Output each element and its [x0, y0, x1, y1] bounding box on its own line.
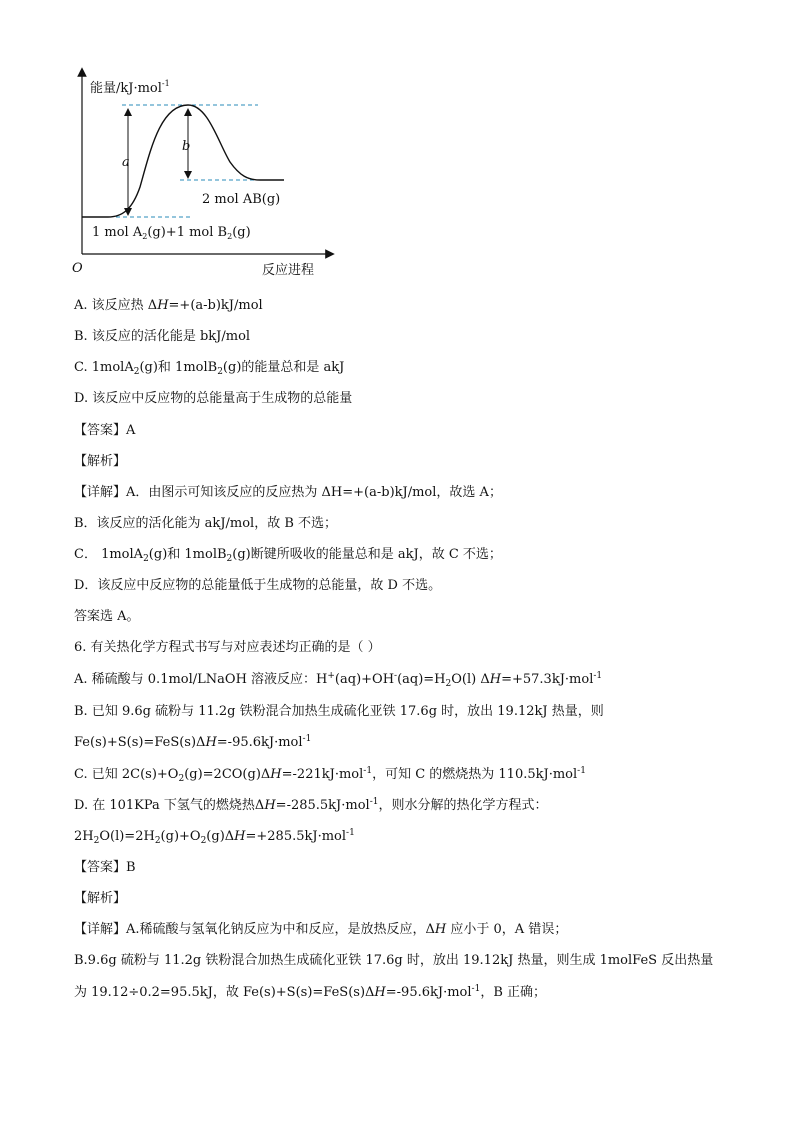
q6-detail-a: 【详解】A.稀硫酸与氢氧化钠反应为中和反应，是放热反应，ΔH 应小于 0，A 错误；	[74, 922, 568, 937]
q5-option-d: D. 该反应中反应物的总能量高于生成物的总能量	[74, 391, 353, 406]
q5-detail-d: D．该反应中反应物的总能量低于生成物的总能量，故 D 不选。	[74, 578, 442, 593]
q5-detail-a: 【详解】A．由图示可知该反应的反应热为 ΔH=+(a-b)kJ/mol，故选 A；	[74, 485, 502, 500]
origin-label: O	[72, 261, 83, 276]
label-b: b	[182, 139, 191, 154]
q5-answer: 【答案】A	[74, 423, 136, 438]
q6-option-c: C. 已知 $2C(s)+O_2(g)=2CO(g)\Delta H=-221kJ\cdot mol^{-1}$，可知 C 的燃烧热为 110.5kJ·mol$^{-1}$	[74, 766, 586, 784]
y-axis-label: 能量/kJ·mol$^{-1}$	[90, 79, 170, 96]
q5-analysis-heading: 【解析】	[74, 454, 127, 469]
q5-option-b: B. 该反应的活化能是 bkJ/mol	[74, 329, 251, 344]
label-a: a	[122, 155, 130, 170]
q6-analysis-heading: 【解析】	[74, 891, 127, 906]
x-axis-label: 反应进程	[262, 263, 315, 278]
q6-detail-b-line1: B.9.6g 硫粉与 11.2g 铁粉混合加热生成硫化亚铁 17.6g 时，放出 19.12kJ 热量，则生成 1molFeS 反出热量	[74, 953, 714, 968]
reactant-label: 1 mol $A_2(g)+1$ mol $B_2(g)$	[92, 225, 251, 241]
q6-option-b-line2: Fe(s)+S(s)=FeS(s)ΔH=-95.6kJ·mol$^{-1}$	[74, 734, 312, 750]
q5-detail-b: B．该反应的活化能为 akJ/mol，故 B 不选；	[74, 516, 338, 531]
q6-option-d-line2: $2H_2O(l)=2H_2(g)+O_2(g)\Delta H=+285.5kJ\cdot mol^{-1}$	[74, 828, 355, 846]
q5-option-c: C. 1molA$_2$(g)和 1molB$_2$(g)的能量总和是 akJ	[74, 360, 345, 377]
q6-detail-b-line2: 为 19.12÷0.2=95.5kJ，故 Fe(s)+S(s)=FeS(s)ΔH=-95.6kJ·mol$^{-1}$，B 正确；	[74, 984, 546, 1000]
q6-question: 6. 有关热化学方程式书写与对应表述均正确的是（ ）	[74, 640, 381, 655]
q6-option-d-line1: D. 在 101KPa 下氢气的燃烧热ΔH=-285.5kJ·mol$^{-1}$，则水分解的热化学方程式：	[74, 797, 548, 813]
q6-option-a: A. 稀硫酸与 0.1mol/LNaOH 溶液反应：$H^+(aq)+OH^-(aq)=H_2O(l)$ ΔH=+57.3kJ·mol$^{-1}$	[74, 671, 603, 689]
product-label: 2 mol AB(g)	[202, 192, 281, 207]
q5-conclusion: 答案选 A。	[74, 609, 140, 624]
q5-option-a: A. 该反应热 ΔH=+(a-b)kJ/mol	[74, 298, 263, 313]
energy-diagram	[60, 62, 350, 282]
q6-option-b-line1: B. 已知 9.6g 硫粉与 11.2g 铁粉混合加热生成硫化亚铁 17.6g 时，放出 19.12kJ 热量，则	[74, 704, 604, 719]
q6-answer: 【答案】B	[74, 860, 136, 875]
q5-detail-c: C． 1molA$_2$(g)和 1molB$_2$(g)断键所吸收的能量总和是 akJ，故 C 不选；	[74, 547, 502, 564]
